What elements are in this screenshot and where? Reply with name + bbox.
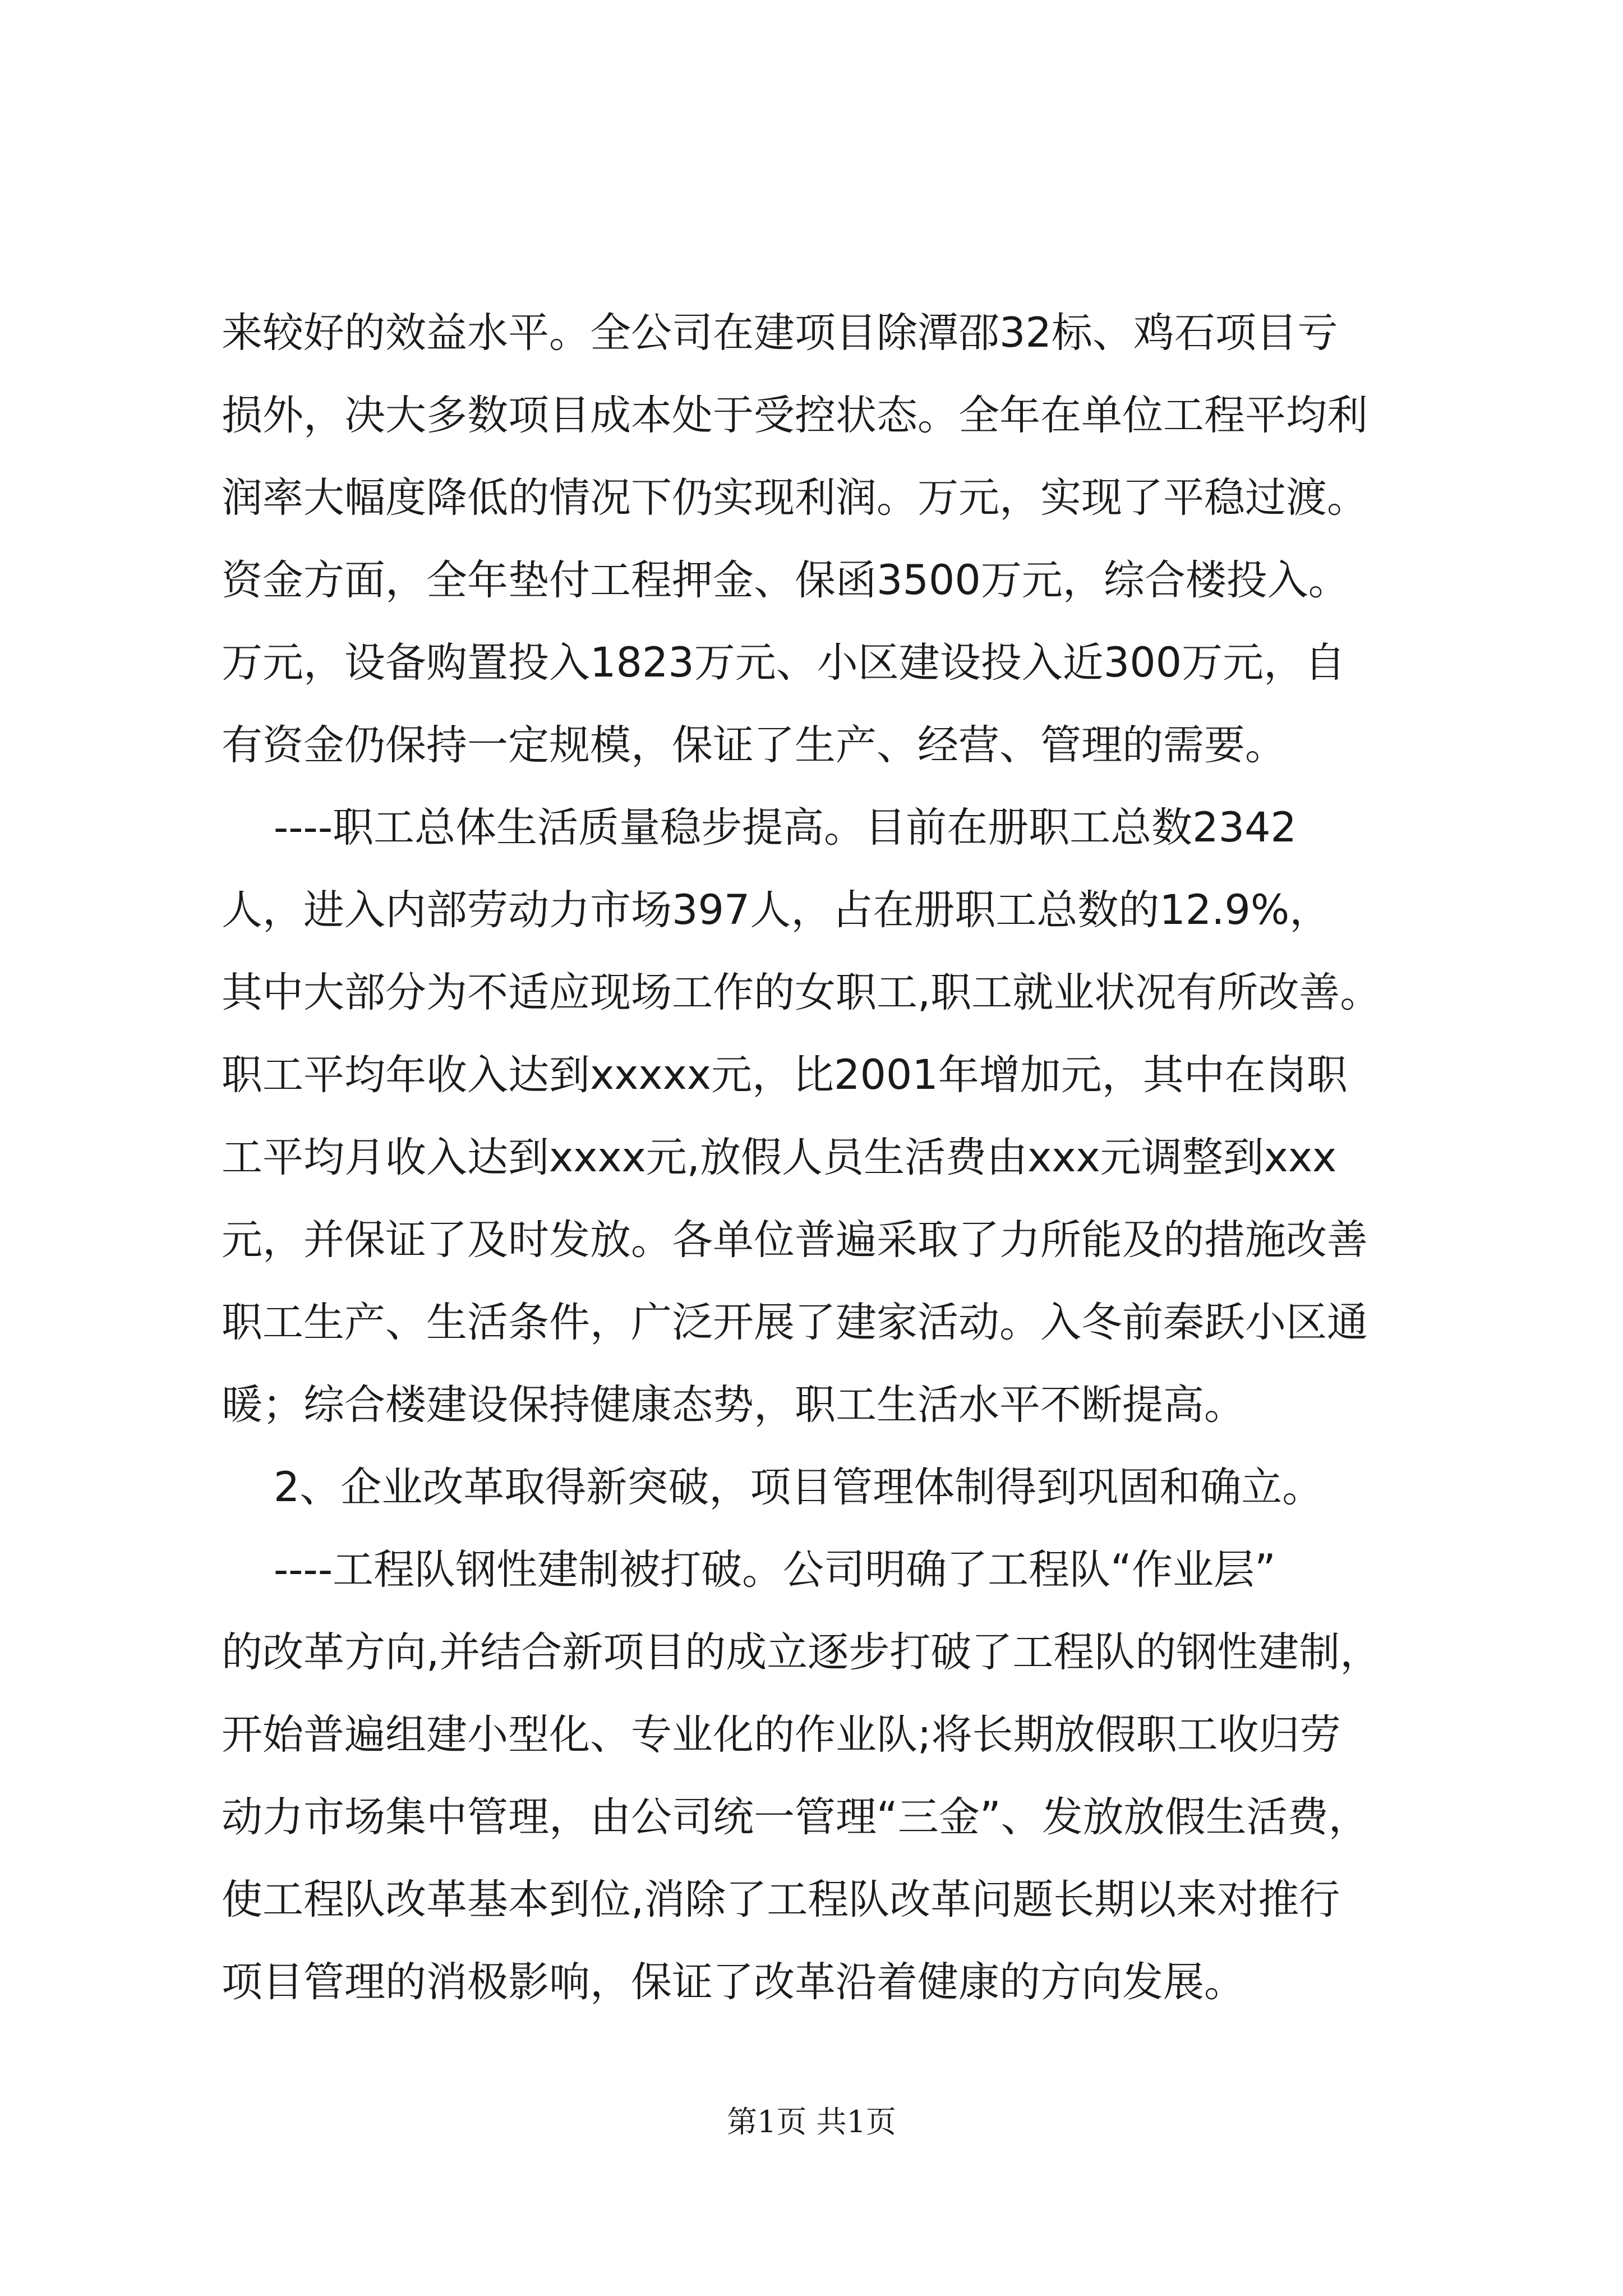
- text-line: 人，进入内部劳动力市场397人，占在册职工总数的12.9%，: [222, 886, 1331, 934]
- text-line: ----职工总体生活质量稳步提高。目前在册职工总数2342: [222, 804, 1297, 852]
- text-line: 暖；综合楼建设保持健康态势，职工生活水平不断提高。: [222, 1381, 1245, 1429]
- text-line: 元，并保证了及时发放。各单位普遍采取了力所能及的措施改善: [222, 1216, 1368, 1264]
- text-line: 有资金仍保持一定规模，保证了生产、经营、管理的需要。: [222, 721, 1286, 769]
- text-line: 动力市场集中管理，由公司统一管理“三金”、发放放假生活费，: [222, 1793, 1370, 1841]
- text-line: ----工程队钢性建制被打破。公司明确了工程队“作业层”: [222, 1546, 1276, 1594]
- text-line: 开始普遍组建小型化、专业化的作业队;将长期放假职工收归劳: [222, 1711, 1341, 1759]
- text-line: 损外，决大多数项目成本处于受控状态。全年在单位工程平均利: [222, 392, 1368, 439]
- body-text: [222, 292, 1433, 2023]
- text-line: 项目管理的消极影响，保证了改革沿着健康的方向发展。: [222, 1958, 1245, 2006]
- text-line: 万元，设备购置投入1823万元、小区建设投入近300万元，自: [222, 639, 1346, 687]
- page-footer: 第1页 共1页: [727, 2104, 896, 2139]
- text-line: 来较好的效益水平。全公司在建项目除潭邵32标、鸡石项目亏: [222, 309, 1338, 357]
- text-line: 职工生产、生活条件，广泛开展了建家活动。入冬前秦跃小区通: [222, 1299, 1368, 1346]
- text-line: 工平均月收入达到xxxx元,放假人员生活费由xxx元调整到xxx: [222, 1134, 1337, 1181]
- text-line: 资金方面，全年垫付工程押金、保函3500万元，综合楼投入。: [222, 556, 1349, 604]
- text-line: 使工程队改革基本到位,消除了工程队改革问题长期以来对推行: [222, 1876, 1340, 1924]
- text-line: 润率大幅度降低的情况下仍实现利润。万元，实现了平稳过渡。: [222, 474, 1368, 522]
- text-line: 2、企业改革取得新突破，项目管理体制得到巩固和确立。: [222, 1464, 1324, 1511]
- text-line: 其中大部分为不适应现场工作的女职工,职工就业状况有所改善。: [222, 969, 1381, 1016]
- text-line: 职工平均年收入达到xxxxx元，比2001年增加元，其中在岗职: [222, 1051, 1348, 1099]
- text-line: 的改革方向,并结合新项目的成立逐步打破了工程队的钢性建制，: [222, 1628, 1381, 1676]
